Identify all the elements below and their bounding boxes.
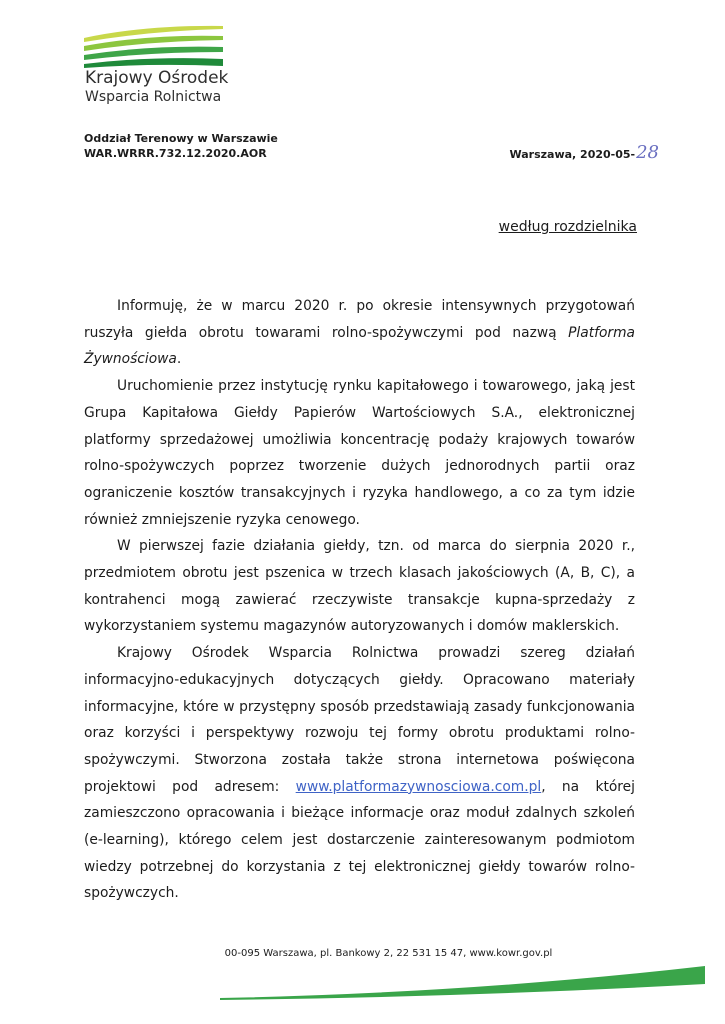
platform-website-link[interactable]: www.platformazywnosciowa.com.pl (295, 778, 542, 795)
kowr-logo (84, 24, 229, 108)
paragraph-2: Uruchomienie przez instytucję rynku kapitałowego i towarowego, jaką jest Grupa Kapitałowa Giełdy Papierów Wartościowych S.A., elektronicznej platformy sprzedażowej umożliwia koncentrację podaży krajowych towarów rolno-spożywczych poprzez tworzenie dużych jednorodnych partii oraz ograniczenie kosztów transakcyjnych i ryzyka handlowego, a co za tym idzie również zmniejszenie ryzyka cenowego. (84, 378, 635, 528)
paragraph-4-text: Krajowy Ośrodek Wsparcia Rolnictwa prowadzi szereg działań informacyjno-edukacyjnych dotyczących giełdy. Opracowano materiały informacyjne, które w przystępny sposób przedstawiają zasady funkcjonowania oraz korzyści i perspektywy rozwoju tej formy obrotu produktami rolno-spożywczymi. Stworzona została także strona internetowa poświęcona projektowi pod adresem: (84, 645, 635, 795)
paragraph-1-text: Informuję, że w marcu 2020 r. po okresie intensywnych przygotowań ruszyła giełda obrotu towarami rolno-spożywczymi pod nazwą (84, 298, 635, 341)
paragraph-4-end: , na której zamieszczono opracowania i bieżące informacje oraz moduł zdalnych szkoleń (e-learning), którego celem jest dostarczenie zainteresowanym podmiotom wiedzy potrzebnej do korzystania z tej elektronicznej giełdy towarów rolno-spożywczych. (84, 778, 635, 902)
paragraph-3: W pierwszej fazie działania giełdy, tzn. od marca do sierpnia 2020 r., przedmiotem obrotu jest pszenica w trzech klasach jakościowych (A, B, C), a kontrahenci mogą zawierać rzeczywiste transakcje kupna-sprzedaży z wykorzystaniem systemu magazynów autoryzowanych i domów maklerskich. (84, 538, 635, 635)
logo-subname: Wsparcia Rolnictwa (85, 89, 222, 105)
date-printed: Warszawa, 2020-05- (509, 148, 636, 161)
recipient: według rozdzielnika (498, 219, 637, 235)
footer-decoration (220, 962, 705, 1002)
letter-date (509, 142, 659, 163)
footer-address: 00-095 Warszawa, pl. Bankowy 2, 22 531 15 47, www.kowr.gov.pl (224, 948, 553, 959)
sender-block (84, 131, 278, 161)
paragraph-1 (84, 293, 635, 373)
sender-reference: WAR.WRRR.732.12.2020.AOR (84, 147, 267, 160)
paragraph-4 (84, 640, 635, 907)
paragraph-1-end: . (176, 351, 182, 368)
logo-name: Krajowy Ośrodek (85, 68, 229, 88)
sender-office: Oddział Terenowy w Warszawie (84, 132, 278, 145)
date-handwritten-day: 28 (636, 142, 659, 163)
letter-body (84, 293, 635, 907)
field-stripes-icon (84, 24, 224, 68)
platform-name: Platforma Żywnościowa (84, 324, 635, 368)
